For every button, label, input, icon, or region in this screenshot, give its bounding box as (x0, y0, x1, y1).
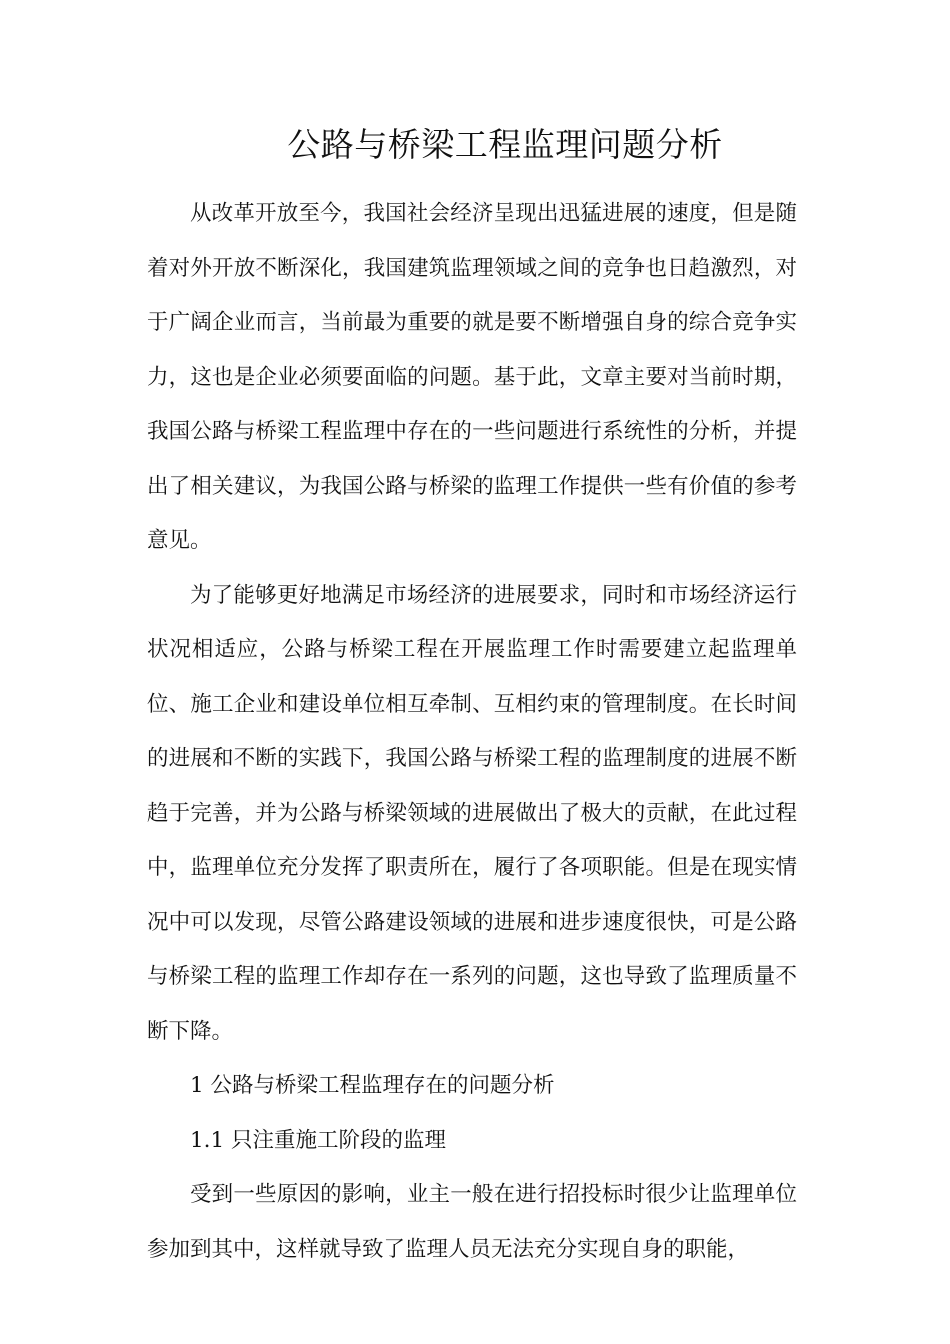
paragraph-intro: 从改革开放至今，我国社会经济呈现出迅猛进展的速度，但是随着对外开放不断深化，我国建筑监理领域之间的竞争也日趋激烈，对于广阔企业而言，当前最为重要的就是要不断增强自身的综合竞争实力，这也是企业必须要面临的问题。基于此，文章主要对当前时期，我国公路与桥梁工程监理中存在的一些问题进行系统性的分析，并提出了相关建议，为我国公路与桥梁的监理工作提供一些有价值的参考意见。 (147, 201, 797, 553)
document-title: 公路与桥梁工程监理问题分析 (287, 125, 723, 164)
paragraph-background: 为了能够更好地满足市场经济的进展要求，同时和市场经济运行状况相适应，公路与桥梁工程在开展监理工作时需要建立起监理单位、施工企业和建设单位相互牵制、互相约束的管理制度。在长时间的进展和不断的实践下，我国公路与桥梁工程的监理制度的进展不断趋于完善，并为公路与桥梁领域的进展做出了极大的贡献，在此过程中，监理单位充分发挥了职责所在，履行了各项职能。但是在现实情况中可以发现，尽管公路建设领域的进展和进步速度很快，可是公路与桥梁工程的监理工作却存在一系列的问题，这也导致了监理质量不断下降。 (147, 582, 797, 1044)
subsection-heading: 1.1 只注重施工阶段的监理 (190, 1127, 447, 1153)
paragraph-subsection: 受到一些原因的影响，业主一般在进行招投标时很少让监理单位参加到其中，这样就导致了监理人员无法充分实现自身的职能， (147, 1182, 797, 1262)
document-body (147, 187, 797, 1277)
section-heading: 1 公路与桥梁工程监理存在的问题分析 (190, 1073, 555, 1098)
